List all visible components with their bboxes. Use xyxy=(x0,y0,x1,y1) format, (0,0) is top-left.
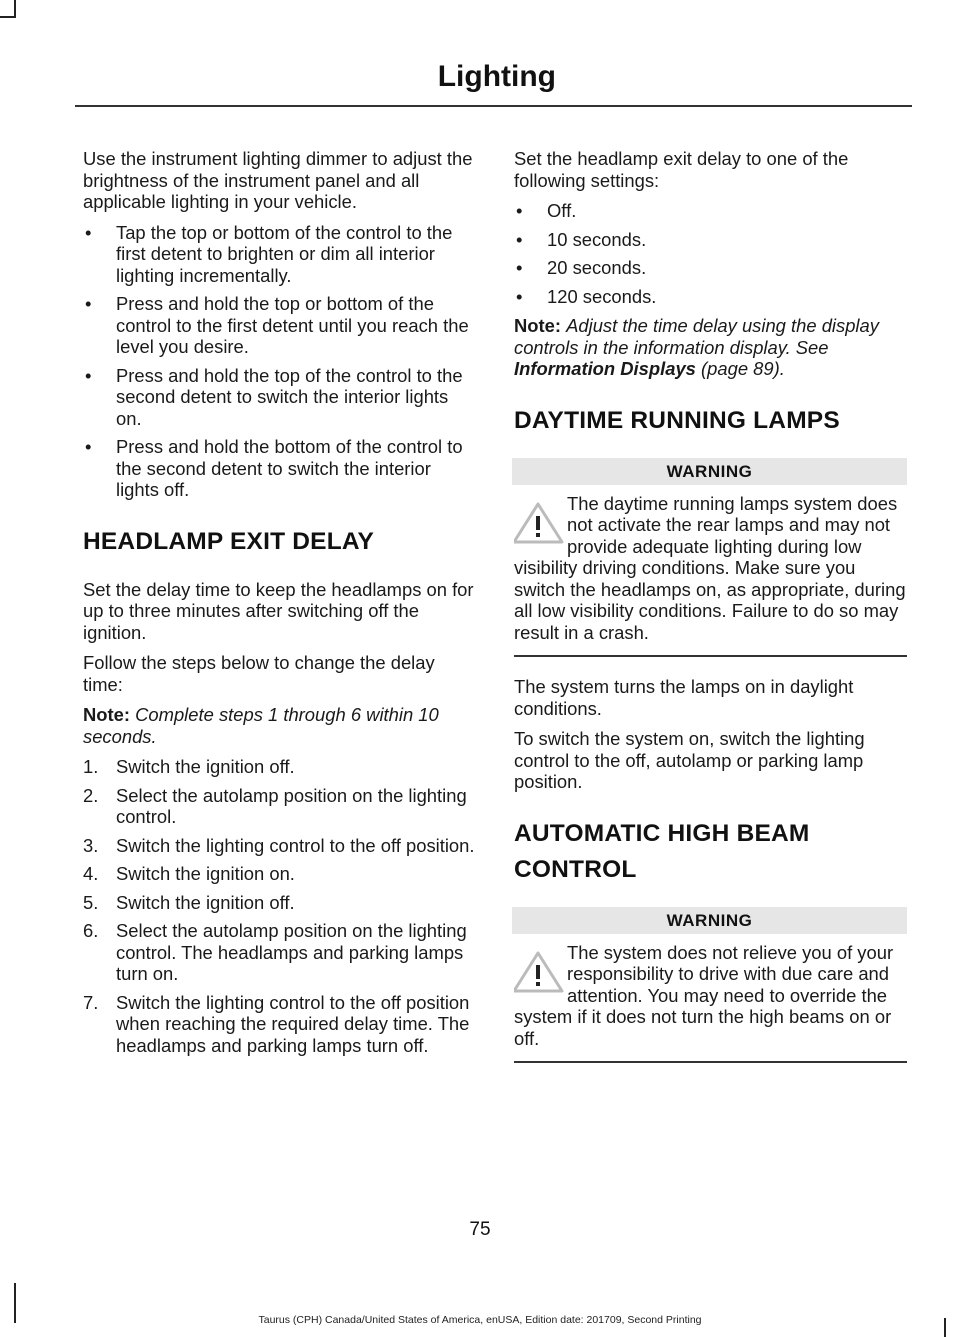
bullet-marker: • xyxy=(516,200,523,221)
list-item: • 10 seconds. xyxy=(516,228,647,250)
exit-delay-note: Note: Complete steps 1 through 6 within 10 seconds. xyxy=(83,704,439,747)
ahb-warning-box xyxy=(514,907,907,1064)
bullet-marker: • xyxy=(516,228,523,250)
warning-triangle-icon xyxy=(514,501,565,545)
automatic-high-beam-heading: AUTOMATIC HIGH BEAM CONTROL xyxy=(514,819,810,883)
time-delay-note: Note: Adjust the time delay using the display controls in the information display. See Information Displays (page 89). xyxy=(514,315,879,379)
information-displays-link[interactable]: Information Displays xyxy=(514,358,696,379)
warning-triangle-icon xyxy=(514,950,565,994)
left-column xyxy=(83,148,478,1064)
warning-divider xyxy=(514,1061,907,1063)
bullet-marker: • xyxy=(85,293,92,314)
page-title: Lighting xyxy=(437,60,556,93)
warning-text: The daytime running lamps system does not activate the rear lamps and may not provide adequate lighting during low visibility driving conditions. Make sure you switch the headlamps on, as appropriate, during all low visibility conditions. Failure to do so may result in a crash. xyxy=(514,492,906,643)
list-item: • Tap the top or bottom of the control to the first detent to brighten or dim all interior lighting incrementally. xyxy=(85,221,453,286)
bullet-marker: • xyxy=(516,285,523,307)
list-item: • Off. xyxy=(516,200,577,221)
list-item: 4. Switch the ignition on. xyxy=(83,863,295,884)
warning-label: WARNING xyxy=(512,458,907,485)
list-item: • 20 seconds. xyxy=(516,257,647,278)
list-item: • 120 seconds. xyxy=(516,285,657,307)
list-item: 7. Switch the lighting control to the off position when reaching the required delay time. The headlamps and parking lamps turn off. xyxy=(83,991,470,1056)
headlamp-exit-delay-heading: HEADLAMP EXIT DELAY xyxy=(83,527,375,555)
daytime-running-lamps-heading: DAYTIME RUNNING LAMPS xyxy=(514,406,840,434)
exit-delay-para-1: Set the delay time to keep the headlamps on for up to three minutes after switching off the ignition. xyxy=(83,578,474,643)
bullet-marker: • xyxy=(85,364,92,386)
exit-delay-para-2: Follow the steps below to change the delay time: xyxy=(83,652,435,695)
list-item: 3. Switch the lighting control to the off position. xyxy=(83,834,475,856)
crop-mark-top-left-h xyxy=(0,16,16,18)
list-item: 6. Select the autolamp position on the lighting control. The headlamps and parking lamps turn on. xyxy=(83,920,467,984)
list-item: • Press and hold the bottom of the control to the second detent to switch the interior lights off. xyxy=(85,436,463,500)
list-item: 1. Switch the ignition off. xyxy=(83,756,295,777)
exit-delay-settings-intro: Set the headlamp exit delay to one of the following settings: xyxy=(514,148,849,191)
list-item: 5. Switch the ignition off. xyxy=(83,891,295,913)
bullet-marker: • xyxy=(516,257,523,278)
bullet-marker: • xyxy=(85,436,92,457)
warning-text: The system does not relieve you of your responsibility to drive with due care and attention. You may need to override the system if it does not turn the high beams on or off. xyxy=(514,941,894,1049)
warning-divider xyxy=(514,655,907,657)
exit-delay-settings-list xyxy=(514,200,907,307)
warning-label: WARNING xyxy=(512,907,907,934)
drl-para-1: The system turns the lamps on in daylight conditions. xyxy=(514,676,854,719)
exit-delay-steps xyxy=(83,756,478,1056)
drl-warning-box xyxy=(514,458,907,658)
dimmer-bullet-list xyxy=(83,222,478,501)
drl-para-2: To switch the system on, switch the lighting control to the off, autolamp or parking lamp position. xyxy=(514,728,865,792)
list-item: • Press and hold the top of the control to the second detent to switch the interior lights on. xyxy=(85,364,463,429)
bullet-marker: • xyxy=(85,221,92,243)
crop-mark-top-left-v xyxy=(14,0,16,17)
list-item: 2. Select the autolamp position on the lighting control. xyxy=(83,784,467,827)
dimmer-intro: Use the instrument lighting dimmer to adjust the brightness of the instrument panel and all applicable lighting in your vehicle. xyxy=(83,148,473,212)
list-item: • Press and hold the top or bottom of the control to the first detent until you reach the level you desire. xyxy=(85,293,469,357)
page-number: 75 xyxy=(469,1219,491,1240)
right-column xyxy=(514,148,907,1082)
edition-footer: Taurus (CPH) Canada/United States of America, enUSA, Edition date: 201709, Second Printing xyxy=(258,1314,702,1326)
header-divider xyxy=(75,105,912,107)
